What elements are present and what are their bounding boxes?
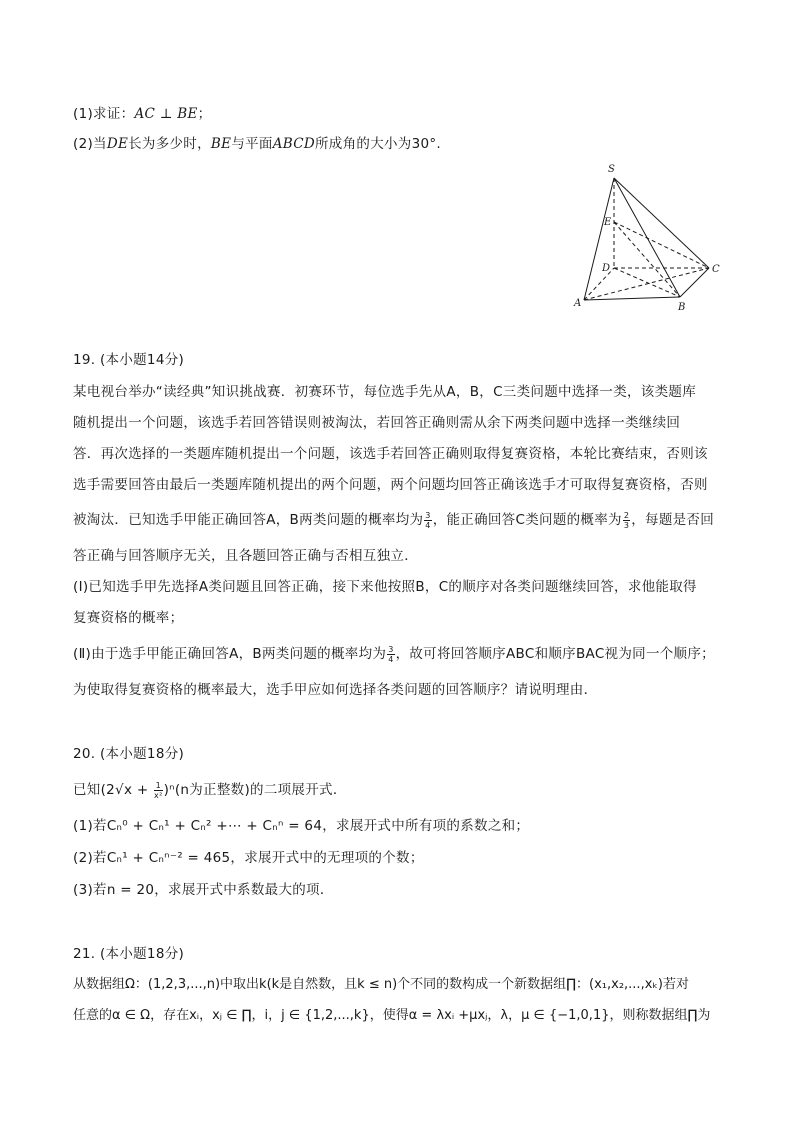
q18-part1-math: AC ⊥ BE [134,106,198,122]
q20-part2: (2)若Cₙ¹ + Cₙⁿ⁻² = 465，求展开式中的无理项的个数； [73,850,424,866]
q19-line3: 答．再次选择的一类题库随机提出一个问题，该选手若回答正确则取得复赛资格，本轮比赛结束，否则该 [73,446,708,462]
q19-line4: 选手需要回答由最后一类题库随机提出的两个问题，两个问题均回答正确该选手才可取得复赛资格，否则 [73,477,708,493]
q20-part1: (1)若Cₙ⁰ + Cₙ¹ + Cₙ² +⋯ + Cₙⁿ = 64，求展开式中所有项的系数之和； [73,818,530,834]
q19-line1: 某电视台举办“读经典”知识挑战赛．初赛环节，每位选手先从A，B，C三类问题中选择一类，该类题库 [73,384,697,400]
edge-ab [584,297,680,300]
label-a: A [574,298,582,309]
fraction-three-quarters [387,645,394,664]
frac-num: 1 [155,780,162,790]
q20-intro [73,780,347,800]
q19-part1-line2: 复赛资格的概率； [73,610,184,626]
q18-part1-prefix: (1)求证： [73,106,135,122]
q19-part2-line1-b: ，故可将回答顺序ABC和顺序BAC视为同一个顺序； [395,646,715,662]
q21-line1: 从数据组Ω：(1,2,3,...,n)中取出k(k是自然数，且k ≤ n)个不同的数构成一个新数据组∏：(x₁,x₂,...,xₖ)若对 [73,977,689,992]
q19-line6: 答正确与回答顺序无关，且各题回答正确与否相互独立． [73,548,418,564]
q18-part2-de: DE [106,136,129,152]
q19-header: 19. (本小题14分) [73,352,185,368]
frac-den: 3 [623,520,630,530]
fraction-two-thirds [623,511,630,530]
q19-line5 [73,510,714,530]
edge-ec-dashed [614,222,709,268]
label-d: D [602,263,611,274]
q19-part2-line2: 为使取得复赛资格的概率最大，选手甲应如何选择各类问题的回答顺序？请说明理由． [73,682,598,698]
edge-eb-dashed [614,222,680,297]
q18-part2 [73,134,441,154]
q18-part2-prefix: (2)当 [73,136,107,152]
edge-bc [680,268,709,297]
q20-intro-a: 已知(2√x + [73,782,154,798]
q19-part2-line1 [73,644,715,664]
frac-den: 4 [425,520,431,530]
q21-line2: 任意的α ∈ Ω，存在xᵢ，xⱼ ∈ ∏，i，j ∈ {1,2,...,k}，使得α = λxᵢ +μxⱼ，λ，μ ∈ {−1,0,1}，则称数据组∏为 [73,1008,711,1023]
fraction-one-over-x-squared [154,781,163,800]
q18-part1 [73,104,211,124]
q21-header: 21. (本小题18分) [73,946,185,962]
q20-intro-b: )ⁿ(n为正整数)的二项展开式． [163,782,347,798]
q20-part3: (3)若n = 20，求展开式中系数最大的项． [73,882,334,898]
q19-line5-b: ，能正确回答C类问题的概率为 [432,512,622,528]
frac-num: 2 [623,510,630,520]
q18-part1-suffix: ； [197,106,212,122]
edge-sc [614,178,709,268]
q19-line5-a: 被淘汰．已知选手甲能正确回答A，B两类问题的概率均为 [73,512,424,528]
label-e: E [604,217,612,228]
frac-den: x² [154,790,163,800]
frac-num: 3 [425,510,431,520]
frac-den: 4 [388,654,394,664]
q20-header: 20. (本小题18分) [73,746,185,762]
q18-part2-suffix: 所成角的大小为30°. [315,136,442,152]
q18-part2-abcd: ABCD [272,136,315,152]
q18-part2-mid2: 与平面 [231,136,273,152]
label-b: B [678,302,686,313]
pyramid-figure [572,160,732,315]
fraction-three-quarters [424,511,431,530]
q19-part2-line1-a: (Ⅱ)由于选手甲能正确回答A，B两类问题的概率均为 [73,646,387,662]
q18-part2-mid1: 长为多少时， [128,136,211,152]
q19-part1-line1: (Ⅰ)已知选手甲先选择A类问题且回答正确，接下来他按照B，C的顺序对各类问题继续回答，求他能取得 [73,579,697,595]
edge-sa [584,178,614,300]
q19-line2: 随机提出一个问题，该选手若回答错误则被淘汰，若回答正确则需从余下两类问题中选择一类继续回 [73,415,681,431]
q18-part2-be: BE [210,136,232,152]
label-s: S [608,164,615,175]
q19-line5-c: ，每题是否回 [631,512,715,528]
frac-num: 3 [388,644,394,654]
label-c: C [712,264,720,275]
diag-db-dashed [614,268,680,297]
